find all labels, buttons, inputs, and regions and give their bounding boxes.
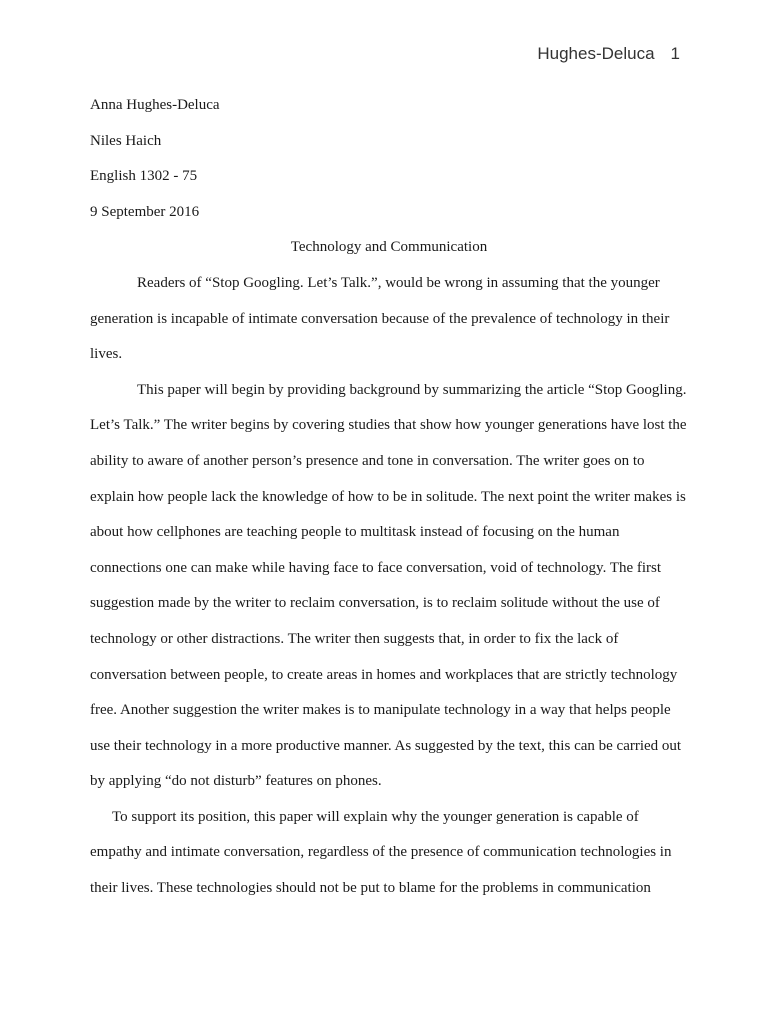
paragraph-intro: Readers of “Stop Googling. Let’s Talk.”, would be wrong in assuming that the younger generation is incapable of intimate conversation because of the prevalence of technology in their lives. bbox=[90, 274, 670, 363]
header-page-number: 1 bbox=[670, 44, 680, 63]
paragraph-summary: This paper will begin by providing background by summarizing the article “Stop Googling. Let’s Talk.” The writer begins by covering studies that show how younger generations have lost the ability to aware of another person’s presence and tone in conversation. The writer goes on to explain how people lack the knowledge of how to be in solitude. The next point the writer makes is about how cellphones are teaching people to multitask instead of focusing on the human connections one can make while having face to face conversation, void of technology. The first suggestion made by the writer to reclaim conversation, is to reclaim solitude without the use of technology or other distractions. The writer then suggests that, in order to fix the lack of conversation between people, to create areas in homes and workplaces that are strictly technology free. Another suggestion the writer makes is to manipulate technology in a way that helps people use their technology in a more productive manner. As suggested by the text, this can be carried out by applying “do not disturb” features on phones. bbox=[90, 381, 687, 790]
instructor-name: Niles Haich bbox=[90, 132, 162, 149]
essay-title: Technology and Communication bbox=[290, 239, 488, 256]
header-author-surname: Hughes-Deluca bbox=[537, 44, 655, 63]
student-name: Anna Hughes-Deluca bbox=[90, 97, 220, 113]
paragraph-position: To support its position, this paper will explain why the younger generation is capable of empathy and intimate conversation, regardless of the presence of communication technologies in their lives. These technologies should not be put to blame for the problems in communication bbox=[90, 808, 672, 897]
running-header bbox=[537, 44, 680, 64]
document-body bbox=[90, 88, 688, 907]
submission-date: 9 September 2016 bbox=[90, 203, 200, 220]
course-name: English 1302 - 75 bbox=[90, 168, 198, 185]
